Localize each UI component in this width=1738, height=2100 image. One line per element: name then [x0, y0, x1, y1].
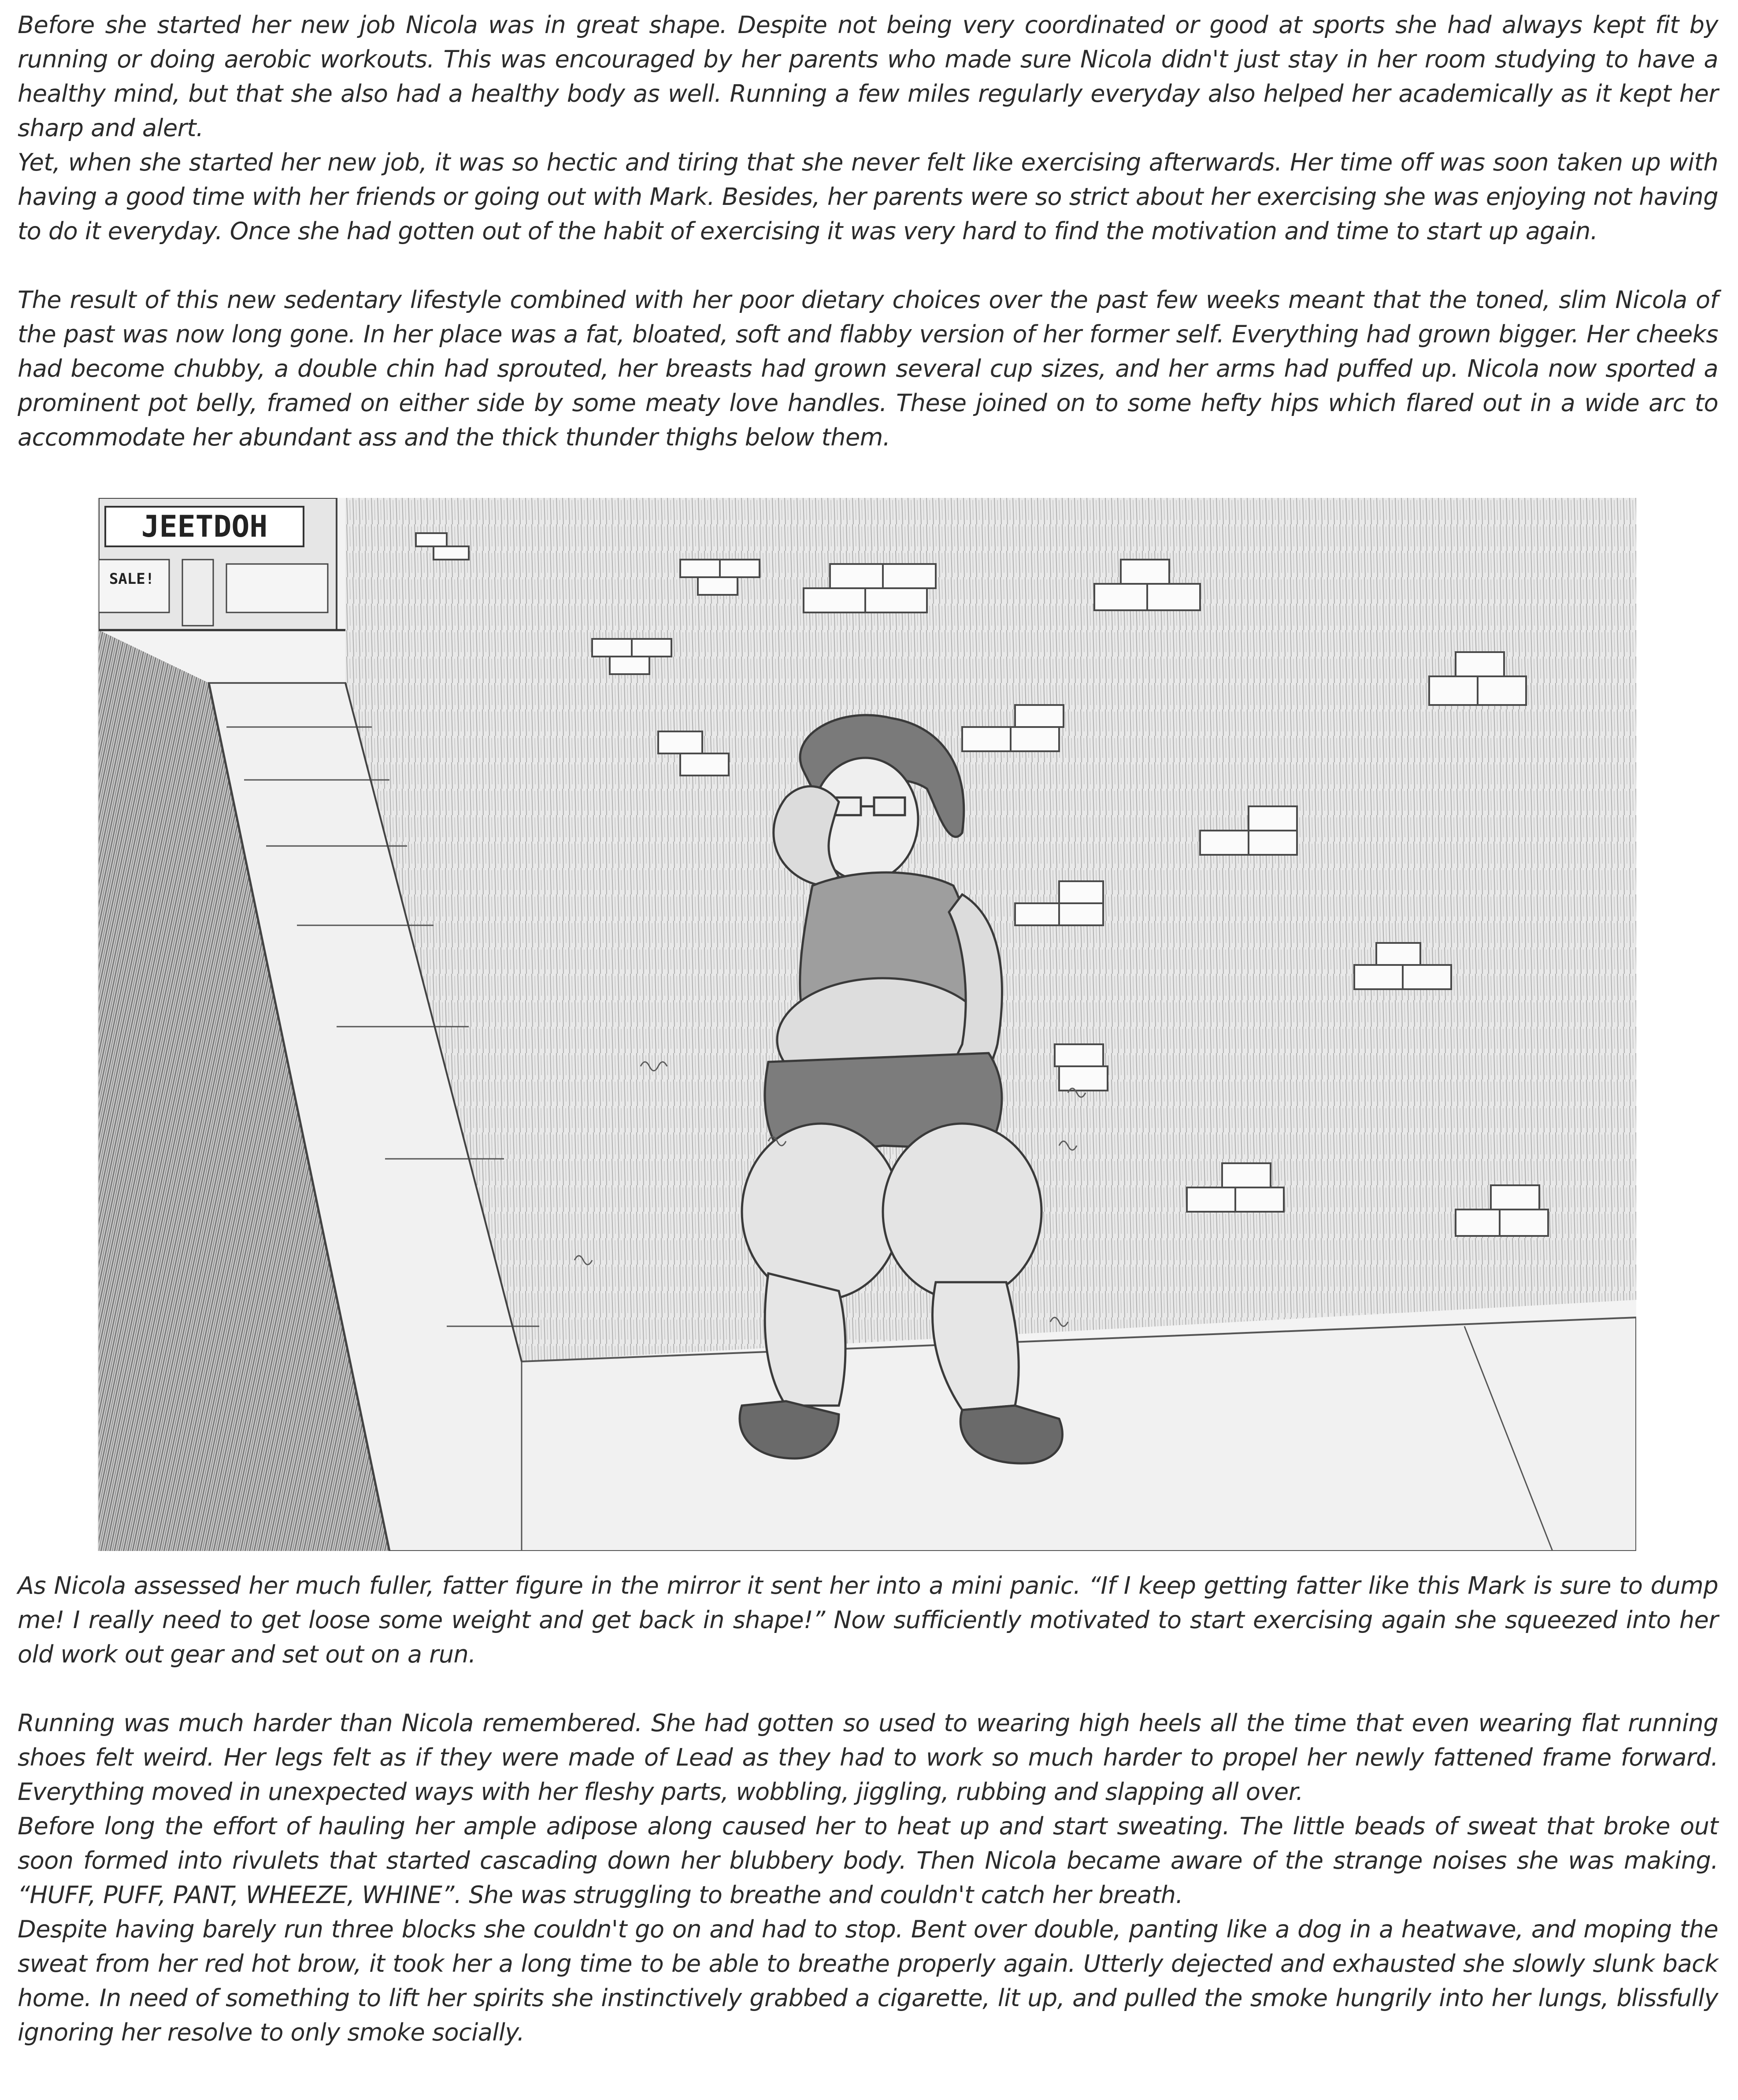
paragraph: Yet, when she started her new job, it was so hectic and tiring that she never felt like exercising afterwards. Her time off was soon taken up with having a good time with her friends or going out with Mark. Besides, her parents were so strict about her exercising she was enjoying not having to do it everyday. Once she had gotten out of the habit of exercising it was very hard to find the motivation and time to start up again. [18, 148, 1718, 245]
street-scene-drawing [99, 498, 1636, 1551]
story-text-bottom [18, 1569, 1718, 2050]
paragraph: As Nicola assessed her much fuller, fatter figure in the mirror it sent her into a mini panic. “If I keep getting fatter like this Mark is sure to dump me! I really need to get loose some weight and get back in shape!” Now sufficiently motivated to start exercising again she squeezed into her old work out gear and set out on a run. [18, 1572, 1718, 1668]
shop-front [99, 498, 345, 630]
story-text-top [18, 8, 1718, 455]
window-sign: SALE! [109, 570, 155, 588]
paragraph: Before she started her new job Nicola was in great shape. Despite not being very coordinated or good at sports she had always kept fit by running or doing aerobic workouts. This was encouraged by her parents who made sure Nicola didn't just stay in her room studying to have a healthy mind, but that she also had a healthy body as well. Running a few miles regularly everyday also helped her academically as it kept her sharp and alert. [18, 11, 1718, 142]
paragraph: Despite having barely run three blocks she couldn't go on and had to stop. Bent over double, panting like a dog in a heatwave, and moping the sweat from her red hot brow, it took her a long time to be able to breathe properly again. Utterly dejected and exhausted she slowly slunk back home. In need of something to lift her spirits she instinctively grabbed a cigarette, lit up, and pulled the smoke hungrily into her lungs, blissfully ignoring her resolve to only smoke socially. [18, 1915, 1718, 2046]
shop-sign: JEETDOH [141, 509, 268, 544]
paragraph: Running was much harder than Nicola remembered. She had gotten so used to wearing high heels all the time that even wearing flat running shoes felt weird. Her legs felt as if they were made of Lead as they had to work so much harder to propel her newly fattened frame forward. Everything moved in unexpected ways with her fleshy parts, wobbling, jiggling, rubbing and slapping all over. [18, 1709, 1718, 1806]
paragraph: Before long the effort of hauling her ample adipose along caused her to heat up and start sweating. The little beads of sweat that broke out soon formed into rivulets that started cascading down her blubbery body. Then Nicola became aware of the strange noises she was making. “HUFF, PUFF, PANT, WHEEZE, WHINE”. She was struggling to breathe and couldn't catch her breath. [18, 1812, 1718, 1909]
paragraph: The result of this new sedentary lifestyle combined with her poor dietary choices over the past few weeks meant that the toned, slim Nicola of the past was now long gone. In her place was a fat, bloated, soft and flabby version of her former self. Everything had grown bigger. Her cheeks had become chubby, a double chin had sprouted, her breasts had grown several cup sizes, and her arms had puffed up. Nicola now sported a prominent pot belly, framed on either side by some meaty love handles. These joined on to some hefty hips which flared out in a wide arc to accommodate her abundant ass and the thick thunder thighs below them. [18, 286, 1718, 451]
pencil-illustration [98, 498, 1636, 1551]
